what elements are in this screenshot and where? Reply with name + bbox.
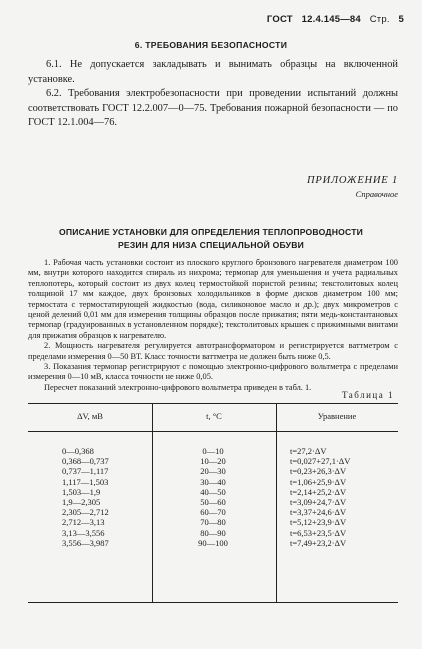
table-cell: 60—70 [200, 507, 226, 518]
table-cell: 1,503—1,9 [62, 486, 101, 497]
table-header-t: t, °C [206, 411, 222, 421]
table-cell: 2,712—3,13 [62, 517, 105, 528]
table-cell: t=3,37+24,6·ΔV [290, 507, 347, 518]
table-cell: 0,368—0,737 [62, 456, 109, 467]
description-title-line-2: РЕЗИН ДЛЯ НИЗА СПЕЦИАЛЬНОЙ ОБУВИ [117, 240, 304, 250]
description-title-line-1: ОПИСАНИЕ УСТАНОВКИ ДЛЯ ОПРЕДЕЛЕНИЯ ТЕПЛОПРОВОДНОСТИ [58, 227, 364, 237]
table-cell: 40—50 [200, 486, 226, 497]
table-bottom-rule [28, 602, 398, 603]
table-cell: 90—100 [198, 537, 228, 548]
body-paragraph-4-text: Пересчет показаний электронно-цифрового вольтметра приведен в табл. 1. [44, 382, 312, 392]
table-cell: t=0,027+27,1·ΔV [290, 456, 351, 467]
table-caption: Таблица 1 [342, 390, 394, 400]
table-cell: 3,13—3,556 [62, 527, 105, 538]
conversion-table [28, 403, 398, 603]
section-title: 6. ТРЕБОВАНИЯ БЕЗОПАСНОСТИ [134, 40, 288, 50]
paragraph-6-1-text: 6.1. Не допускается закладывать и вынимать образцы на включенной установке. [28, 59, 398, 85]
table-column-dv [62, 446, 132, 548]
table-header-equation: Уравнение [317, 411, 357, 421]
table-cell: t=2,14+25,2·ΔV [290, 486, 347, 497]
table-cell: 0,737—1,117 [62, 466, 109, 477]
table-cell: t=7,49+23,2·ΔV [290, 537, 347, 548]
body-paragraph-2 [28, 341, 398, 362]
body-paragraph-1-text: 1. Рабочая часть установки состоит из плоского круглого бронзового нагревателя диаметром 100 мм, внутри которого находится спираль из нихрома; термопар для уменьшения и учета радиальных теплопотерь, который состоит из двух колец термостойкой пористой резины; текстолитовых колец толщиной 17 мм каждое, двух бронзовых холодильников в форме дисков диаметром 100 мм; термостата с термостатирующей жидкостью (вода, силиконовое масло и др.); двух микрометров с ценой делений 0,01 мм для измерения толщины образцов после прижатия; пяти медь-константановых термопар (градуированных в установленном порядке); текстолитовых крышек с прижимными винтами для прижатия образцов к нагревателю. [28, 258, 398, 340]
header-standard-number: 12.4.145—84 [301, 14, 361, 25]
table-cell: 3,556—3,987 [62, 537, 109, 548]
paragraph-6-1 [28, 58, 398, 87]
table-cell: t=1,06+25,9·ΔV [290, 476, 347, 487]
table-cell: t=5,12+23,9·ΔV [290, 517, 347, 528]
appendix-label [307, 174, 398, 200]
body-paragraph-2-text: 2. Мощность нагревателя регулируется автотрансформатором и регистрируется ваттметром с пределами измерения 0—50 ВТ. Класс точности ваттметра не должен быть ниже 0,5. [28, 341, 398, 361]
table-cell: t=3,09+24,7·ΔV [290, 497, 347, 508]
table-cell: 1,9—2,305 [62, 497, 101, 508]
paragraph-6-2 [28, 87, 398, 131]
paragraph-6-2-text: 6.2. Требования электробезопасности при проведении испытаний должны соответствовать ГОСТ 12.2.007—0—75. Требования пожарной безопасности — по ГОСТ 12.1.004—76. [28, 88, 398, 128]
table-cell: 1,117—1,503 [62, 476, 109, 487]
table-column-divider-2 [276, 403, 277, 603]
table-header-rule [28, 431, 398, 432]
table-cell: 10—20 [200, 456, 226, 467]
table-cell: 80—90 [200, 527, 226, 538]
table-column-equation [290, 446, 390, 548]
page-header [261, 14, 404, 25]
body-paragraph-3-text: 3. Показания термопар регистрируют с помощью электронно-цифрового вольтметра с пределами измерения 0—10 мВ, класса точности не ниже 0,05. [28, 362, 398, 382]
table-column-divider-1 [152, 403, 153, 603]
table-cell: t=0,23+26,3·ΔV [290, 466, 347, 477]
description-title [0, 226, 422, 252]
table-cell: t=6,53+23,5·ΔV [290, 527, 347, 538]
table-header-dv: ΔV, мВ [77, 411, 103, 421]
header-gost: ГОСТ [266, 14, 293, 25]
header-page-label: Стр. [369, 14, 390, 25]
table-column-t [188, 446, 238, 548]
table-cell: 20—30 [200, 466, 226, 477]
body-paragraph-3 [28, 362, 398, 383]
appendix-subtitle: Справочное [355, 189, 398, 199]
table-cell: 50—60 [200, 497, 226, 508]
table-cell: 2,305—2,712 [62, 507, 109, 518]
table-cell: 30—40 [200, 476, 226, 487]
table-cell: 0—0,368 [62, 446, 94, 456]
table-cell: t=27,2·ΔV [290, 446, 327, 456]
description-body [28, 258, 398, 393]
body-paragraph-1 [28, 258, 398, 341]
appendix-title: ПРИЛОЖЕНИЕ 1 [307, 175, 398, 186]
table-top-rule [28, 403, 398, 404]
table-cell: 0—10 [202, 446, 224, 456]
table-cell: 70—80 [200, 517, 226, 528]
header-page-number: 5 [398, 14, 404, 25]
